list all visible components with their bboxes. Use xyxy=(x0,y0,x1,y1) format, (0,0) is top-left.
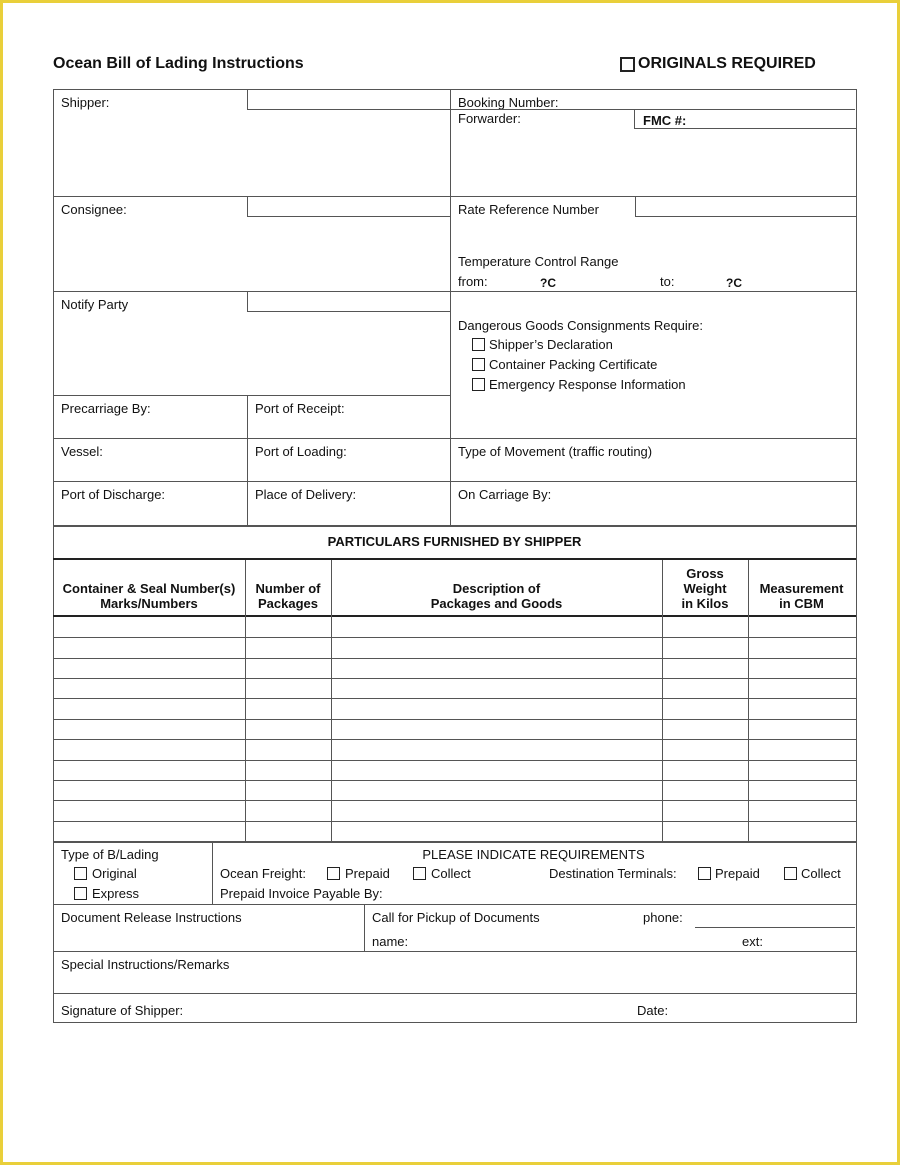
consignee-label: Consignee: xyxy=(61,202,127,217)
page-title: Ocean Bill of Lading Instructions xyxy=(53,55,304,72)
container-packing-certificate-checkbox[interactable] xyxy=(472,358,485,371)
col-weight-line1: Weight xyxy=(683,581,727,596)
divider xyxy=(247,395,248,526)
rate-reference-label: Rate Reference Number xyxy=(458,202,599,217)
divider xyxy=(53,395,450,396)
fmc-label: FMC #: xyxy=(643,113,687,128)
emergency-response-label: Emergency Response Information xyxy=(489,377,686,392)
destination-collect-checkbox[interactable] xyxy=(784,867,797,880)
vessel-label: Vessel: xyxy=(61,444,103,459)
container-packing-certificate-label: Container Packing Certificate xyxy=(489,357,658,372)
original-checkbox[interactable] xyxy=(74,867,87,880)
booking-number-label: Booking Number: xyxy=(458,95,559,110)
originals-required-checkbox[interactable] xyxy=(620,57,635,72)
dangerous-goods-label: Dangerous Goods Consignments Require: xyxy=(458,318,703,333)
ocean-freight-collect-label: Collect xyxy=(431,866,471,881)
type-of-blading-label: Type of B/Lading xyxy=(61,847,159,862)
divider xyxy=(53,904,856,905)
forwarder-label: Forwarder: xyxy=(458,111,521,126)
table-row[interactable] xyxy=(53,698,856,699)
table-row[interactable] xyxy=(53,719,856,720)
divider xyxy=(53,993,856,994)
please-indicate-label: PLEASE INDICATE REQUIREMENTS xyxy=(422,847,645,862)
divider xyxy=(53,291,856,292)
divider xyxy=(53,951,856,952)
destination-prepaid-checkbox[interactable] xyxy=(698,867,711,880)
particulars-title: PARTICULARS FURNISHED BY SHIPPER xyxy=(327,534,582,549)
divider xyxy=(53,481,856,482)
ext-label: ext: xyxy=(742,934,763,949)
col-description-line2: Packages and Goods xyxy=(430,596,563,611)
phone-input[interactable] xyxy=(695,927,855,928)
col-container-seal-line2: Marks/Numbers xyxy=(100,596,198,611)
table-row[interactable] xyxy=(53,780,856,781)
date-label: Date: xyxy=(637,1003,669,1018)
divider xyxy=(53,615,856,617)
table-row[interactable] xyxy=(53,739,856,740)
shipper-label: Shipper: xyxy=(61,95,110,110)
on-carriage-by-label: On Carriage By: xyxy=(458,487,552,502)
table-row[interactable] xyxy=(53,678,856,679)
col-packages-line1: Number of xyxy=(255,581,321,596)
shipper-input[interactable] xyxy=(247,89,451,110)
col-container-seal-line1: Container & Seal Number(s) xyxy=(62,581,236,596)
port-of-loading-label: Port of Loading: xyxy=(255,444,347,459)
destination-terminals-label: Destination Terminals: xyxy=(549,866,677,881)
name-label: name: xyxy=(372,934,409,949)
table-row[interactable] xyxy=(53,821,856,822)
table-row[interactable] xyxy=(53,658,856,659)
ocean-freight-prepaid-label: Prepaid xyxy=(345,866,390,881)
divider xyxy=(662,560,663,841)
col-packages-line2: Packages xyxy=(258,596,318,611)
express-label: Express xyxy=(92,886,139,901)
prepaid-invoice-label: Prepaid Invoice Payable By: xyxy=(220,886,383,901)
document-release-label: Document Release Instructions xyxy=(61,910,242,925)
divider xyxy=(331,560,332,841)
shipper-area[interactable] xyxy=(54,112,450,196)
originals-required-label: ORIGINALS REQUIRED xyxy=(638,55,816,72)
ocean-freight-label: Ocean Freight: xyxy=(220,866,306,881)
special-instructions-label: Special Instructions/Remarks xyxy=(61,957,230,972)
col-weight-line0: Gross xyxy=(686,566,724,581)
divider xyxy=(53,558,856,560)
table-row[interactable] xyxy=(53,760,856,761)
col-description-line1: Description of xyxy=(452,581,541,596)
consignee-input[interactable] xyxy=(247,196,451,217)
temperature-range-label: Temperature Control Range xyxy=(458,254,619,269)
col-measurement-line1: Measurement xyxy=(759,581,844,596)
ocean-freight-prepaid-checkbox[interactable] xyxy=(327,867,340,880)
divider xyxy=(748,560,749,841)
call-for-pickup-label: Call for Pickup of Documents xyxy=(372,910,540,925)
temperature-to-label: to: xyxy=(660,274,675,289)
phone-label: phone: xyxy=(643,910,683,925)
type-of-movement-label: Type of Movement (traffic routing) xyxy=(458,444,653,459)
temperature-to-unit: ?C xyxy=(726,276,742,290)
col-weight-line2: in Kilos xyxy=(681,596,729,611)
express-checkbox[interactable] xyxy=(74,887,87,900)
emergency-response-checkbox[interactable] xyxy=(472,378,485,391)
shippers-declaration-checkbox[interactable] xyxy=(472,338,485,351)
port-of-discharge-label: Port of Discharge: xyxy=(61,487,166,502)
temperature-from-unit: ?C xyxy=(540,276,556,290)
temperature-from-label: from: xyxy=(458,274,488,289)
destination-collect-label: Collect xyxy=(801,866,841,881)
place-of-delivery-label: Place of Delivery: xyxy=(255,487,357,502)
table-row[interactable] xyxy=(53,637,856,638)
divider xyxy=(245,560,246,841)
port-of-receipt-label: Port of Receipt: xyxy=(255,401,345,416)
notify-party-label: Notify Party xyxy=(61,297,129,312)
original-label: Original xyxy=(92,866,137,881)
signature-label: Signature of Shipper: xyxy=(61,1003,184,1018)
divider xyxy=(364,904,365,951)
col-measurement-line2: in CBM xyxy=(779,596,824,611)
divider xyxy=(53,438,856,439)
destination-prepaid-label: Prepaid xyxy=(715,866,760,881)
shippers-declaration-label: Shipper’s Declaration xyxy=(489,337,613,352)
ocean-freight-collect-checkbox[interactable] xyxy=(413,867,426,880)
precarriage-by-label: Precarriage By: xyxy=(61,401,151,416)
rate-reference-input[interactable] xyxy=(635,196,856,217)
table-row[interactable] xyxy=(53,800,856,801)
notify-party-input[interactable] xyxy=(247,291,451,312)
